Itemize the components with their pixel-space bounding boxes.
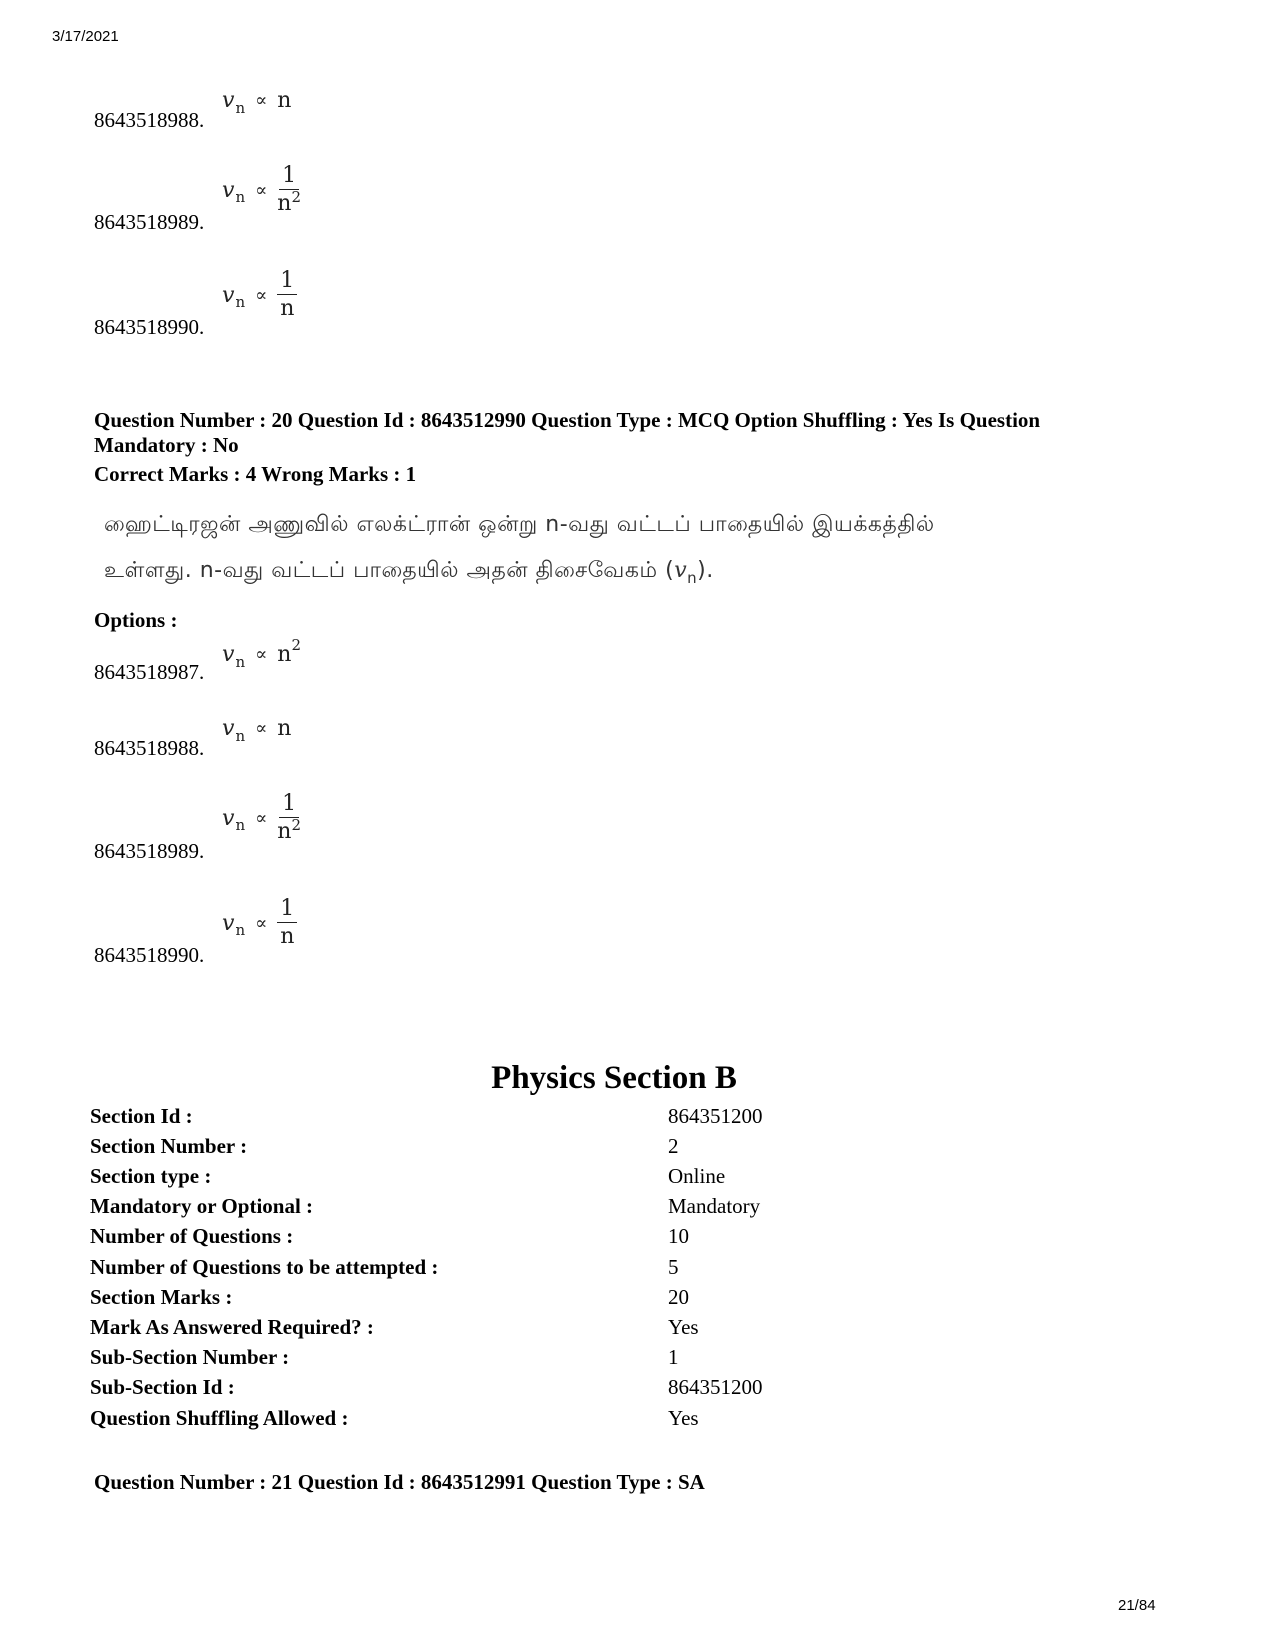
formula-fraction <box>277 270 297 320</box>
section-detail-row <box>90 1134 1090 1164</box>
prev-option-formula <box>222 88 292 117</box>
section-detail-row <box>90 1194 1090 1224</box>
option-formula <box>222 716 292 745</box>
formula-subscript: n <box>235 188 246 206</box>
prev-option-id: 8643518988. <box>94 108 205 132</box>
formula-variable: v <box>222 805 235 831</box>
section-detail-value: 864351200 <box>668 1104 763 1128</box>
section-detail-value: 2 <box>668 1134 679 1158</box>
section-detail-label: Number of Questions to be attempted : <box>90 1255 439 1279</box>
question-header-line: Mandatory : No <box>94 433 239 457</box>
section-detail-label: Mandatory or Optional : <box>90 1194 314 1218</box>
fraction-numerator: 1 <box>279 165 299 190</box>
formula-subscript: n <box>235 921 246 939</box>
option-id: 8643518987. <box>94 660 205 684</box>
section-detail-row <box>90 1315 1090 1345</box>
velocity-subscript: n <box>687 569 698 587</box>
section-detail-value: 10 <box>668 1224 689 1248</box>
formula-variable: v <box>222 642 235 667</box>
question-20-marks: Correct Marks : 4 Wrong Marks : 1 <box>94 462 417 486</box>
section-detail-row <box>90 1345 1090 1375</box>
formula-subscript: n <box>235 98 246 117</box>
section-detail-label: Question Shuffling Allowed : <box>90 1406 349 1430</box>
section-detail-label: Section Id : <box>90 1104 193 1128</box>
question-text-line: ஹைட்டிரஜன் அணுவில் எலக்ட்ரான் ஒன்று n-வது வட்டப் பாதையில் இயக்கத்தில் <box>104 512 935 537</box>
fraction-denominator <box>277 190 301 215</box>
section-detail-value: Yes <box>668 1406 699 1430</box>
formula-rhs: n <box>277 642 292 667</box>
fraction-numerator: 1 <box>277 270 297 295</box>
section-detail-value: Online <box>668 1164 726 1188</box>
proportional-symbol: ∝ <box>255 644 268 665</box>
section-detail-label: Sub-Section Id : <box>90 1375 235 1399</box>
fraction-denominator: n <box>280 924 295 949</box>
denominator-base: n <box>277 819 292 844</box>
prev-option-id: 8643518989. <box>94 210 205 234</box>
section-detail-label: Section Marks : <box>90 1285 233 1309</box>
section-detail-row <box>90 1224 1090 1254</box>
section-detail-row <box>90 1104 1090 1134</box>
print-date: 3/17/2021 <box>52 28 119 45</box>
section-detail-label: Mark As Answered Required? : <box>90 1315 374 1339</box>
section-detail-value: Yes <box>668 1315 699 1339</box>
section-detail-row <box>90 1285 1090 1315</box>
formula-variable: v <box>222 177 235 203</box>
formula-subscript: n <box>235 652 246 671</box>
formula-variable: v <box>222 910 235 936</box>
proportional-symbol: ∝ <box>255 912 268 934</box>
option-formula <box>222 635 302 671</box>
denominator-base: n <box>277 191 292 216</box>
question-21-header: Question Number : 21 Question Id : 8643512991 Question Type : SA <box>94 1470 705 1494</box>
proportional-symbol: ∝ <box>255 807 268 829</box>
fraction-denominator <box>277 818 301 843</box>
formula-fraction <box>277 793 301 843</box>
formula-subscript: n <box>235 816 246 834</box>
proportional-symbol: ∝ <box>255 718 268 739</box>
section-detail-row <box>90 1375 1090 1405</box>
formula-exponent: 2 <box>291 635 302 654</box>
formula-variable: v <box>222 88 235 113</box>
option-id: 8643518989. <box>94 839 205 863</box>
question-20-text <box>104 502 1124 595</box>
section-detail-label: Sub-Section Number : <box>90 1345 290 1369</box>
proportional-symbol: ∝ <box>255 179 268 201</box>
question-20-header <box>94 408 1094 458</box>
question-text-segment: ). <box>697 558 714 583</box>
formula-fraction <box>277 898 297 948</box>
question-header-line: Question Number : 20 Question Id : 8643512990 Question Type : MCQ Option Shuffling : Yes Is Question <box>94 408 1041 432</box>
section-detail-row <box>90 1255 1090 1285</box>
question-text-line <box>104 548 1124 595</box>
section-detail-row <box>90 1164 1090 1194</box>
section-detail-label: Section Number : <box>90 1134 248 1158</box>
section-title: Physics Section B <box>491 1060 737 1096</box>
section-detail-label: Number of Questions : <box>90 1224 294 1248</box>
formula-subscript: n <box>235 293 246 311</box>
option-id: 8643518988. <box>94 736 205 760</box>
section-detail-row <box>90 1406 1090 1436</box>
fraction-numerator: 1 <box>279 793 299 818</box>
option-formula <box>222 793 301 843</box>
denominator-exponent: 2 <box>291 188 302 206</box>
formula-rhs: n <box>277 88 292 113</box>
proportional-symbol: ∝ <box>255 284 268 306</box>
formula-rhs: n <box>277 716 292 741</box>
formula-variable: v <box>222 716 235 741</box>
section-detail-value: 1 <box>668 1345 679 1369</box>
section-detail-value: Mandatory <box>668 1194 761 1218</box>
formula-fraction <box>277 165 301 215</box>
section-detail-value: 20 <box>668 1285 689 1309</box>
denominator-exponent: 2 <box>291 816 302 834</box>
prev-option-formula <box>222 270 297 320</box>
option-id: 8643518990. <box>94 943 205 967</box>
formula-variable: v <box>222 282 235 308</box>
formula-subscript: n <box>235 726 246 745</box>
option-formula <box>222 898 297 948</box>
prev-option-formula <box>222 165 301 215</box>
proportional-symbol: ∝ <box>255 90 268 111</box>
options-label: Options : <box>94 608 178 632</box>
section-detail-value: 864351200 <box>668 1375 763 1399</box>
page-number: 21/84 <box>1118 1597 1156 1614</box>
section-detail-label: Section type : <box>90 1164 212 1188</box>
fraction-numerator: 1 <box>277 898 297 923</box>
prev-option-id: 8643518990. <box>94 315 205 339</box>
question-text-segment: உள்ளது. n-வது வட்டப் பாதையில் அதன் திசைவேகம் ( <box>104 558 675 583</box>
velocity-variable: v <box>674 558 688 583</box>
fraction-denominator: n <box>280 296 295 321</box>
section-detail-value: 5 <box>668 1255 679 1279</box>
